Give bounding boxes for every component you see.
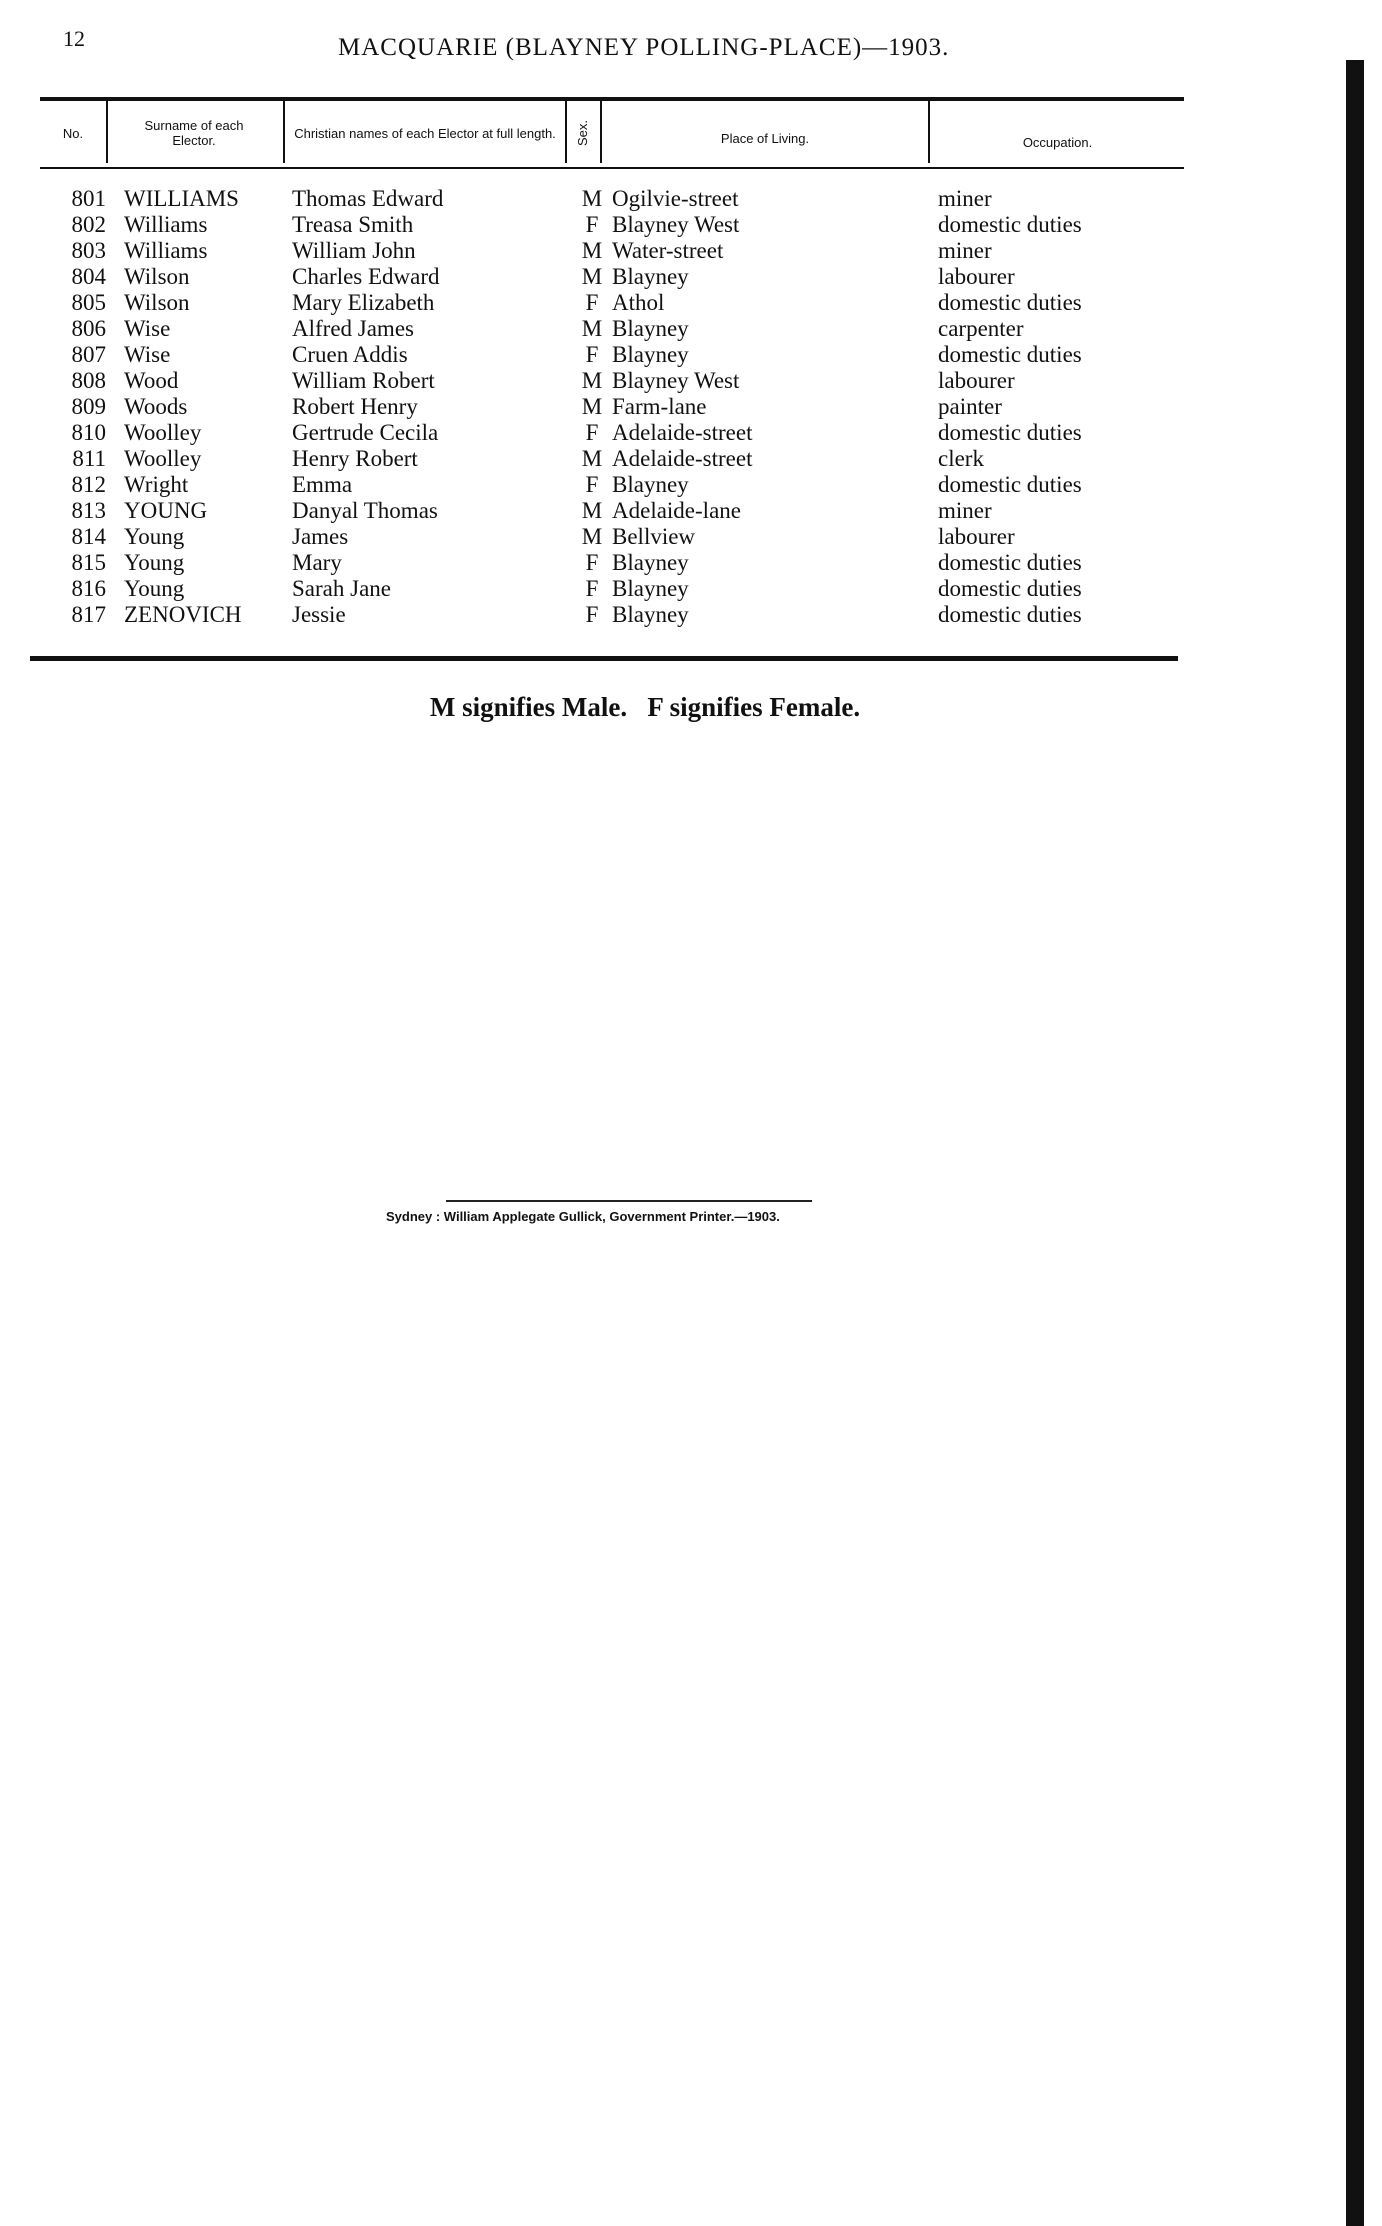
table-row (0, 342, 1382, 368)
elector-christian-names: Mary (292, 550, 342, 575)
elector-surname: ZENOVICH (124, 602, 242, 627)
elector-christian-names: Robert Henry (292, 394, 418, 419)
elector-occupation: domestic duties (938, 420, 1082, 445)
elector-number: 813 (71, 498, 106, 523)
column-header-place: Place of Living. (720, 130, 810, 146)
elector-christian-names: Alfred James (292, 316, 414, 341)
elector-number: 802 (71, 212, 106, 237)
elector-occupation: domestic duties (938, 472, 1082, 497)
elector-surname: Wilson (124, 264, 190, 289)
elector-surname: Wood (124, 368, 179, 393)
elector-sex: M (581, 498, 603, 523)
elector-place-of-living: Bellview (612, 524, 696, 549)
elector-sex: F (585, 602, 599, 627)
column-header-surname: Surname of each Elector. (144, 118, 244, 148)
column-header-christian: Christian names of each Elector at full length. (294, 125, 556, 141)
table-row (0, 394, 1382, 420)
elector-occupation: domestic duties (938, 342, 1082, 367)
elector-place-of-living: Ogilvie-street (612, 186, 739, 211)
elector-sex: M (581, 446, 603, 471)
elector-sex: M (581, 264, 603, 289)
elector-place-of-living: Blayney (612, 472, 689, 497)
elector-occupation: domestic duties (938, 290, 1082, 315)
elector-christian-names: Danyal Thomas (292, 498, 438, 523)
page-title: MACQUARIE (BLAYNEY POLLING-PLACE)—1903. (338, 34, 950, 61)
table-bottom-rule (30, 656, 1178, 661)
elector-surname: Woods (124, 394, 188, 419)
elector-sex: M (581, 394, 603, 419)
table-row (0, 524, 1382, 550)
elector-surname: Woolley (124, 446, 202, 471)
elector-sex: M (581, 238, 603, 263)
elector-surname: Woolley (124, 420, 202, 445)
column-divider (600, 101, 602, 163)
elector-sex: F (585, 472, 599, 497)
elector-sex: M (581, 524, 603, 549)
elector-surname: Young (124, 524, 185, 549)
elector-place-of-living: Adelaide-lane (612, 498, 741, 523)
elector-christian-names: Treasa Smith (292, 212, 414, 237)
table-row (0, 186, 1382, 212)
elector-number: 803 (71, 238, 106, 263)
elector-number: 815 (71, 550, 106, 575)
table-row (0, 550, 1382, 576)
table-row (0, 420, 1382, 446)
column-header-sex: Sex. (574, 120, 590, 147)
table-row (0, 212, 1382, 238)
elector-occupation: miner (938, 238, 992, 263)
elector-number: 809 (71, 394, 106, 419)
column-divider (928, 101, 930, 163)
elector-sex: F (585, 576, 599, 601)
elector-christian-names: Sarah Jane (292, 576, 391, 601)
elector-surname: Wise (124, 316, 171, 341)
elector-occupation: labourer (938, 264, 1015, 289)
elector-occupation: painter (938, 394, 1002, 419)
elector-surname: Young (124, 550, 185, 575)
table-row (0, 446, 1382, 472)
elector-surname: WILLIAMS (124, 186, 239, 211)
column-header-occupation: Occupation. (1022, 134, 1093, 150)
elector-number: 807 (71, 342, 106, 367)
elector-place-of-living: Blayney (612, 316, 689, 341)
elector-place-of-living: Blayney (612, 576, 689, 601)
elector-surname: Williams (124, 238, 208, 263)
elector-christian-names: William John (292, 238, 416, 263)
page-number: 12 (63, 26, 85, 51)
elector-sex: F (585, 550, 599, 575)
elector-number: 816 (71, 576, 106, 601)
elector-christian-names: Gertrude Cecila (292, 420, 439, 445)
elector-christian-names: Henry Robert (292, 446, 418, 471)
elector-surname: YOUNG (124, 498, 208, 523)
elector-christian-names: Cruen Addis (292, 342, 408, 367)
elector-christian-names: Mary Elizabeth (292, 290, 435, 315)
elector-place-of-living: Adelaide-street (612, 446, 753, 471)
elector-place-of-living: Adelaide-street (612, 420, 753, 445)
table-header-rule (40, 167, 1184, 169)
table-row (0, 576, 1382, 602)
elector-number: 810 (71, 420, 106, 445)
column-header-no: No. (62, 125, 84, 141)
elector-occupation: domestic duties (938, 576, 1082, 601)
elector-place-of-living: Farm-lane (612, 394, 707, 419)
elector-occupation: miner (938, 498, 992, 523)
elector-sex: F (585, 212, 599, 237)
table-row (0, 602, 1382, 628)
imprint-rule (446, 1200, 812, 1202)
elector-sex: M (581, 186, 603, 211)
elector-occupation: miner (938, 186, 992, 211)
elector-number: 817 (71, 602, 106, 627)
elector-christian-names: Thomas Edward (292, 186, 444, 211)
printer-imprint: Sydney : William Applegate Gullick, Government Printer.—1903. (386, 1209, 780, 1224)
elector-occupation: carpenter (938, 316, 1024, 341)
elector-number: 804 (71, 264, 106, 289)
elector-sex: M (581, 316, 603, 341)
elector-occupation: clerk (938, 446, 984, 471)
elector-occupation: domestic duties (938, 550, 1082, 575)
elector-place-of-living: Blayney (612, 264, 689, 289)
elector-christian-names: Jessie (292, 602, 346, 627)
elector-number: 811 (72, 446, 106, 471)
elector-place-of-living: Blayney West (612, 212, 740, 237)
elector-number: 814 (71, 524, 106, 549)
elector-place-of-living: Blayney (612, 342, 689, 367)
elector-occupation: labourer (938, 524, 1015, 549)
elector-surname: Wright (124, 472, 189, 497)
table-row (0, 316, 1382, 342)
table-row (0, 368, 1382, 394)
elector-surname: Young (124, 576, 185, 601)
elector-sex: F (585, 420, 599, 445)
elector-place-of-living: Water-street (612, 238, 724, 263)
table-row (0, 238, 1382, 264)
elector-sex: M (581, 368, 603, 393)
elector-christian-names: William Robert (292, 368, 435, 393)
column-divider (106, 101, 108, 163)
elector-sex: F (585, 290, 599, 315)
table-row (0, 264, 1382, 290)
sex-legend: M signifies Male. F signifies Female. (429, 692, 861, 722)
binding-edge (1346, 60, 1364, 2226)
elector-christian-names: Emma (292, 472, 353, 497)
elector-number: 812 (71, 472, 106, 497)
table-row (0, 498, 1382, 524)
elector-occupation: domestic duties (938, 602, 1082, 627)
elector-christian-names: James (292, 524, 349, 549)
elector-christian-names: Charles Edward (292, 264, 440, 289)
table-row (0, 290, 1382, 316)
elector-occupation: labourer (938, 368, 1015, 393)
elector-surname: Wilson (124, 290, 190, 315)
elector-number: 801 (71, 186, 106, 211)
table-row (0, 472, 1382, 498)
elector-number: 806 (71, 316, 106, 341)
elector-place-of-living: Blayney West (612, 368, 740, 393)
elector-surname: Williams (124, 212, 208, 237)
elector-surname: Wise (124, 342, 171, 367)
elector-place-of-living: Athol (612, 290, 665, 315)
elector-sex: F (585, 342, 599, 367)
elector-place-of-living: Blayney (612, 550, 689, 575)
elector-number: 808 (71, 368, 106, 393)
table-top-rule (40, 97, 1184, 101)
column-divider (283, 101, 285, 163)
elector-number: 805 (71, 290, 106, 315)
elector-occupation: domestic duties (938, 212, 1082, 237)
elector-place-of-living: Blayney (612, 602, 689, 627)
